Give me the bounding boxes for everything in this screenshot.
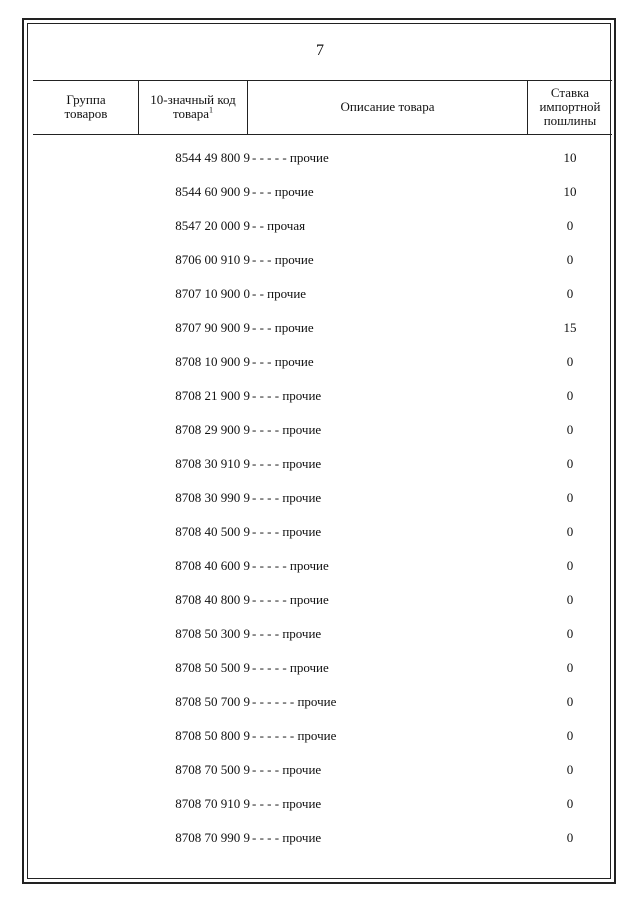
table-row	[0, 284, 640, 304]
row-rate: 0	[566, 728, 574, 743]
header-rate-label: Ставка импортной пошлины	[539, 85, 601, 128]
row-rate: 0	[566, 796, 574, 811]
row-description: - - - прочие	[252, 354, 314, 369]
table-row	[0, 454, 640, 474]
header-description-label: Описание товара	[340, 99, 435, 114]
table-header-bottom-rule	[33, 134, 612, 135]
row-code: 8547 20 000 9	[175, 218, 250, 233]
table-row	[0, 522, 640, 542]
table-row	[0, 658, 640, 678]
table-row	[0, 556, 640, 576]
row-code: 8708 70 990 9	[175, 830, 250, 845]
row-rate: 0	[566, 286, 574, 301]
header-description	[249, 80, 526, 134]
row-code: 8544 49 800 9	[175, 150, 250, 165]
row-rate: 0	[566, 422, 574, 437]
row-rate: 0	[566, 252, 574, 267]
row-rate: 0	[566, 490, 574, 505]
row-description: - - - - - прочие	[252, 592, 329, 607]
row-description: - - прочие	[252, 286, 307, 301]
row-description: - - - - прочие	[252, 490, 322, 505]
row-code: 8708 50 300 9	[175, 626, 250, 641]
row-rate: 0	[566, 524, 574, 539]
row-code: 8708 70 910 9	[175, 796, 250, 811]
row-code: 8708 40 600 9	[175, 558, 250, 573]
table-row	[0, 794, 640, 814]
row-code: 8708 50 500 9	[175, 660, 250, 675]
row-description: - - - - - прочие	[252, 558, 329, 573]
row-description: - - - - прочие	[252, 422, 322, 437]
table-row	[0, 760, 640, 780]
column-divider	[138, 80, 139, 134]
table-row	[0, 590, 640, 610]
row-code: 8707 90 900 9	[175, 320, 250, 335]
row-description: - - - - - - прочие	[252, 728, 337, 743]
row-code: 8707 10 900 0	[175, 286, 250, 301]
row-code: 8708 40 800 9	[175, 592, 250, 607]
row-code: 8708 40 500 9	[175, 524, 250, 539]
table-row	[0, 692, 640, 712]
table-row	[0, 148, 640, 168]
row-rate: 0	[566, 592, 574, 607]
row-rate: 0	[566, 660, 574, 675]
table-row	[0, 488, 640, 508]
column-divider	[527, 80, 528, 134]
table-row	[0, 828, 640, 848]
row-code: 8708 70 500 9	[175, 762, 250, 777]
row-code: 8708 21 900 9	[175, 388, 250, 403]
row-description: - - - прочие	[252, 184, 314, 199]
row-description: - - - - - прочие	[252, 660, 329, 675]
page-number: 7	[316, 42, 324, 59]
row-rate: 0	[566, 694, 574, 709]
table-row	[0, 318, 640, 338]
table-row	[0, 420, 640, 440]
row-rate: 0	[566, 626, 574, 641]
row-rate: 0	[566, 354, 574, 369]
row-description: - - - - прочие	[252, 626, 322, 641]
header-rate	[529, 80, 611, 134]
row-rate: 10	[563, 184, 577, 199]
row-rate: 0	[566, 388, 574, 403]
header-group-label: Группа товаров	[64, 92, 108, 121]
table-row	[0, 250, 640, 270]
table-row	[0, 726, 640, 746]
row-code: 8708 50 800 9	[175, 728, 250, 743]
table-row	[0, 352, 640, 372]
row-code: 8708 30 910 9	[175, 456, 250, 471]
row-rate: 0	[566, 456, 574, 471]
row-description: - - - - прочие	[252, 762, 322, 777]
header-code	[140, 80, 246, 134]
row-rate: 0	[566, 830, 574, 845]
header-code-label: 10-значный код товара	[150, 92, 236, 121]
row-description: - - - - прочие	[252, 388, 322, 403]
table-row	[0, 216, 640, 236]
row-code: 8708 30 990 9	[175, 490, 250, 505]
row-description: - - - прочие	[252, 320, 314, 335]
row-code: 8706 00 910 9	[175, 252, 250, 267]
row-description: - - - - - - прочие	[252, 694, 337, 709]
row-rate: 10	[563, 150, 577, 165]
row-rate: 15	[563, 320, 577, 335]
row-rate: 0	[566, 558, 574, 573]
row-rate: 0	[566, 218, 574, 233]
row-description: - - - - прочие	[252, 524, 322, 539]
header-code-footnote: 1	[209, 105, 214, 115]
row-description: - - - - прочие	[252, 796, 322, 811]
row-description: - - - - - прочие	[252, 150, 329, 165]
row-code: 8544 60 900 9	[175, 184, 250, 199]
header-group	[38, 80, 134, 134]
column-divider	[247, 80, 248, 134]
row-code: 8708 50 700 9	[175, 694, 250, 709]
row-code: 8708 29 900 9	[175, 422, 250, 437]
row-rate: 0	[566, 762, 574, 777]
table-row	[0, 182, 640, 202]
row-description: - - - - прочие	[252, 830, 322, 845]
row-code: 8708 10 900 9	[175, 354, 250, 369]
row-description: - - прочая	[252, 218, 306, 233]
table-row	[0, 386, 640, 406]
header-code-text	[148, 93, 238, 121]
table-row	[0, 624, 640, 644]
row-description: - - - прочие	[252, 252, 314, 267]
row-description: - - - - прочие	[252, 456, 322, 471]
